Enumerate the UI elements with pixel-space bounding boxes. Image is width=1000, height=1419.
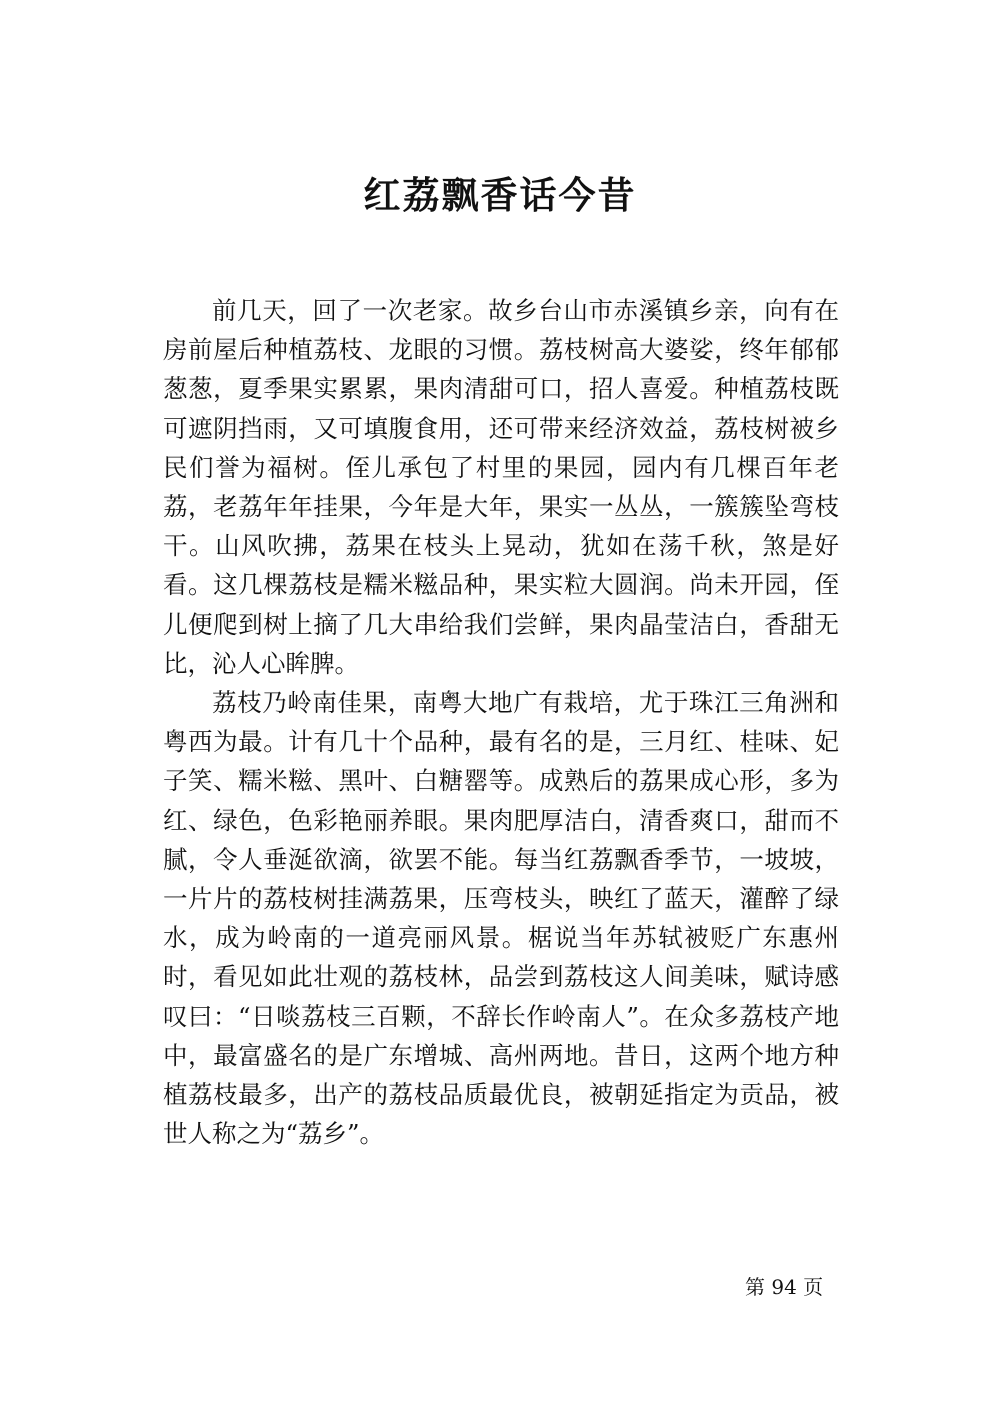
paragraph: 荔枝乃岭南佳果，南粤大地广有栽培，尤于珠江三角洲和粤西为最。计有几十个品种，最有名的是，三月红、桂味、妃子笑、糯米糍、黑叶、白糖罂等。成熟后的荔果成心形，多为红、绿色，色彩艳丽养眼。果肉肥厚洁白，清香爽口，甜而不腻，令人垂涎欲滴，欲罢不能。每当红荔飘香季节，一坡坡，一片片的荔枝树挂满荔果，压弯枝头，映红了蓝天，灌醉了绿水，成为岭南的一道亮丽风景。椐说当年苏轼被贬广东惠州时，看见如此壮观的荔枝林，品尝到荔枝这人间美味，赋诗感叹曰：“日啖荔枝三百颗，不辞长作岭南人”。在众多荔枝产地中，最富盛名的是广东增城、高州两地。昔日，这两个地方种植荔枝最多，出产的荔枝品质最优良，被朝延指定为贡品，被世人称之为“荔乡”。 (163, 688, 839, 1149)
paragraph: 前几天，回了一次老家。故乡台山市赤溪镇乡亲，向有在房前屋后种植荔枝、龙眼的习惯。荔枝树高大婆娑，终年郁郁葱葱，夏季果实累累，果肉清甜可口，招人喜爱。种植荔枝既可遮阴挡雨，又可填腹食用，还可带来经济效益，荔枝树被乡民们誉为福树。侄儿承包了村里的果园，园内有几棵百年老荔，老荔年年挂果，今年是大年，果实一丛丛，一簇簇坠弯枝干。山风吹拂，荔果在枝头上晃动，犹如在荡千秋，煞是好看。这几棵荔枝是糯米糍品种，果实粒大圆润。尚未开园，侄儿便爬到树上摘了几大串给我们尝鲜，果肉晶莹洁白，香甜无比，沁人心眸脾。 (163, 296, 839, 678)
article-body (163, 291, 839, 1153)
page-number: 第 94 页 (745, 1275, 824, 1299)
page-title: 红荔飘香话今昔 (363, 174, 637, 217)
